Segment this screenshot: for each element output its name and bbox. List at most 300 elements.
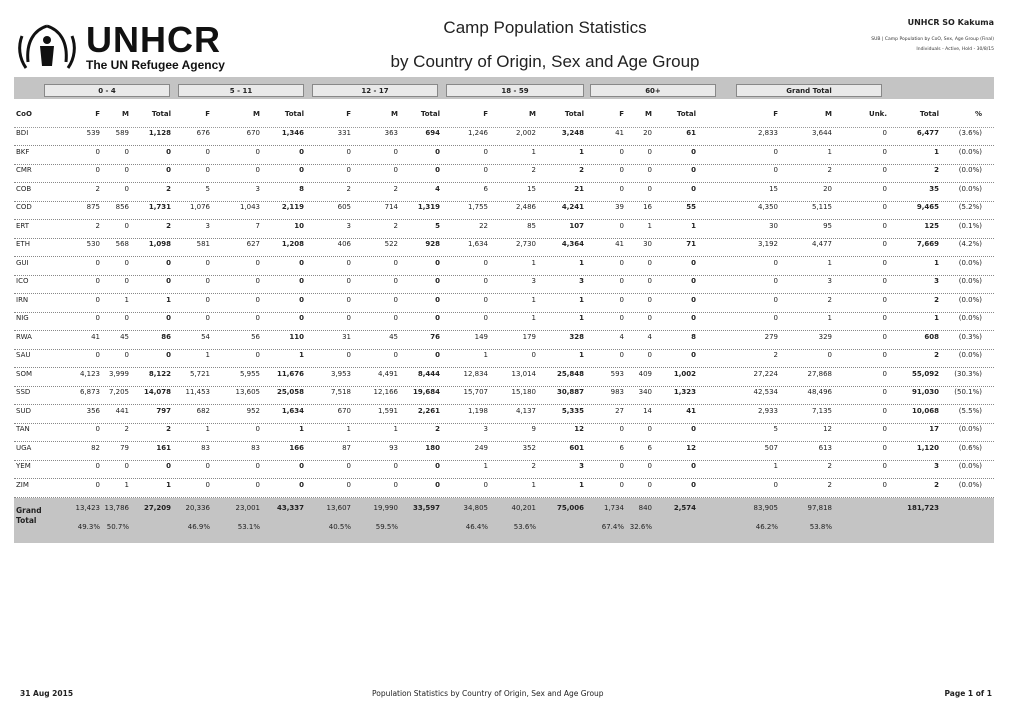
table-cell: 0	[882, 425, 887, 433]
table-cell: 1	[579, 351, 584, 359]
table-cell: 0	[255, 295, 260, 304]
report-meta-1: SUB | Camp Population by CoO, Sex, Age Group (Final)	[871, 37, 994, 42]
table-cell: 86	[161, 332, 171, 341]
table-cell: 0	[619, 221, 624, 230]
table-cell: (0.0%)	[958, 462, 982, 470]
table-cell: 0	[95, 462, 100, 470]
grand-total-value: 19,990	[373, 504, 398, 512]
table-cell: 983	[610, 388, 624, 396]
grand-total-percent: 53.6%	[513, 523, 536, 531]
table-cell: 0	[882, 388, 887, 396]
table-cell: 0	[882, 129, 887, 137]
table-cell: 30	[769, 221, 778, 230]
table-cell: 0	[435, 166, 440, 174]
table-cell: 0	[166, 314, 171, 322]
table-cell: 0	[882, 166, 887, 174]
table-cell: 1	[579, 258, 584, 267]
table-cell: 1,755	[467, 203, 488, 211]
table-cell: 0	[691, 147, 696, 156]
table-cell: 2	[934, 480, 939, 489]
grand-total-value: 840	[638, 504, 652, 512]
table-cell: 13,014	[511, 369, 536, 378]
table-cell: 20	[823, 184, 832, 193]
grand-total-value: 20,336	[185, 504, 210, 512]
table-cell: 1	[299, 351, 304, 359]
table-cell: 279	[764, 332, 778, 341]
table-cell: (0.6%)	[958, 443, 982, 452]
table-cell: 4,364	[561, 240, 584, 248]
table-cell: 0	[255, 277, 260, 285]
table-cell: 0	[255, 480, 260, 489]
table-cell: (0.0%)	[958, 351, 982, 359]
table-cell: 0	[773, 258, 778, 267]
table-cell: 0	[255, 314, 260, 322]
table-cell: 0	[205, 277, 210, 285]
table-cell: 1,043	[239, 203, 260, 211]
table-cell: (0.0%)	[958, 258, 982, 267]
table-cell: 41	[615, 129, 624, 137]
table-cell: 1	[934, 258, 939, 267]
table-cell: 0	[647, 425, 652, 433]
table-cell: 0	[691, 314, 696, 322]
table-cell: 0	[435, 480, 440, 489]
table-cell: 340	[638, 388, 652, 396]
table-cell: 0	[124, 221, 129, 230]
table-cell: 0	[95, 351, 100, 359]
table-cell: 0	[647, 277, 652, 285]
table-cell: 522	[384, 240, 398, 248]
table-cell: 83	[201, 443, 210, 452]
table-cell: 2	[124, 425, 129, 433]
grand-total-value: 83,905	[753, 504, 778, 512]
table-cell: 110	[289, 332, 304, 341]
table-cell: 1,634	[467, 240, 488, 248]
table-row	[14, 146, 994, 165]
table-cell: 0	[95, 314, 100, 322]
table-cell: 682	[196, 406, 210, 415]
table-cell: 180	[425, 443, 440, 452]
table-cell: 249	[474, 443, 488, 452]
table-cell: 1,246	[467, 129, 488, 137]
table-cell: 568	[115, 240, 129, 248]
table-cell: (0.0%)	[958, 277, 982, 285]
grand-total-percent: 50.7%	[106, 523, 129, 531]
table-cell: 0	[882, 221, 887, 230]
table-cell: 0	[882, 295, 887, 304]
table-cell: 76	[430, 332, 440, 341]
table-cell: 2,933	[757, 406, 778, 415]
col-header-f: F	[483, 110, 488, 118]
page-subtitle: by Country of Origin, Sex and Age Group	[390, 52, 700, 71]
table-cell: 608	[924, 332, 939, 341]
table-cell: 0	[483, 258, 488, 267]
table-cell: (0.1%)	[958, 221, 982, 230]
table-cell: 3	[827, 277, 832, 285]
table-cell: 1,634	[281, 406, 304, 415]
table-cell: 27	[615, 406, 624, 415]
table-cell: 45	[120, 332, 129, 341]
table-cell: 0	[255, 425, 260, 433]
grand-total-value: 43,337	[276, 504, 304, 512]
table-cell: 6	[483, 184, 488, 193]
country-code: ZIM	[16, 480, 29, 489]
table-cell: 0	[483, 147, 488, 156]
table-cell: 7,205	[108, 388, 129, 396]
table-cell: 0	[882, 258, 887, 267]
table-cell: 0	[166, 462, 171, 470]
table-cell: 0	[205, 295, 210, 304]
table-cell: 1,319	[417, 203, 440, 211]
table-cell: 2	[934, 295, 939, 304]
table-cell: 0	[882, 147, 887, 156]
table-cell: 1	[579, 314, 584, 322]
table-cell: 1	[299, 425, 304, 433]
col-header-f: F	[205, 110, 210, 118]
table-cell: 2	[934, 166, 939, 174]
grand-total-percent: 32.6%	[629, 523, 652, 531]
grand-total-percent: 46.2%	[755, 523, 778, 531]
table-cell: 0	[166, 351, 171, 359]
table-cell: 14	[643, 406, 652, 415]
table-cell: 2	[393, 184, 398, 193]
table-cell: 1	[531, 295, 536, 304]
table-cell: 22	[479, 221, 488, 230]
table-cell: 0	[882, 406, 887, 415]
table-cell: 1	[205, 425, 210, 433]
table-cell: 21	[574, 184, 584, 193]
table-cell: 0	[346, 295, 351, 304]
country-code: GUI	[16, 258, 29, 267]
table-cell: 0	[205, 147, 210, 156]
table-cell: 0	[619, 462, 624, 470]
grand-total-percent: 46.9%	[187, 523, 210, 531]
table-row	[14, 386, 994, 405]
table-cell: 0	[647, 480, 652, 489]
table-cell: 0	[435, 462, 440, 470]
table-cell: 30	[643, 240, 652, 248]
table-cell: 8	[691, 332, 696, 341]
table-cell: 0	[882, 480, 887, 489]
report-meta-2: Individuals - Active, Hold - 30/8/15	[916, 47, 994, 52]
group-12-17: 12 - 17	[312, 84, 438, 97]
table-cell: 17	[929, 425, 939, 433]
table-cell: 0	[691, 166, 696, 174]
country-code: YEM	[16, 462, 31, 470]
table-cell: 0	[882, 443, 887, 452]
table-cell: 1	[827, 258, 832, 267]
table-cell: 9,465	[916, 203, 939, 211]
table-cell: 0	[124, 314, 129, 322]
table-cell: 4	[619, 332, 624, 341]
table-cell: 714	[384, 203, 398, 211]
table-cell: 7,135	[811, 406, 832, 415]
table-cell: 2	[579, 166, 584, 174]
grand-total-value: 34,805	[463, 504, 488, 512]
office-name: UNHCR SO Kakuma	[907, 18, 994, 27]
table-row	[14, 164, 994, 183]
table-cell: 0	[619, 295, 624, 304]
table-cell: 0	[483, 480, 488, 489]
table-cell: 0	[124, 258, 129, 267]
table-cell: 1	[393, 425, 398, 433]
table-cell: 5,721	[189, 369, 210, 378]
group-0-4: 0 - 4	[44, 84, 170, 97]
table-cell: 797	[156, 406, 171, 415]
table-cell: 0	[435, 258, 440, 267]
table-cell: 3	[483, 425, 488, 433]
col-header-m: M	[645, 110, 652, 118]
table-cell: 20	[643, 129, 652, 137]
table-cell: 0	[346, 462, 351, 470]
country-code: SOM	[16, 369, 32, 378]
table-cell: 2,119	[281, 203, 304, 211]
grand-total-value: 13,423	[75, 504, 100, 512]
table-cell: 1	[691, 221, 696, 230]
table-cell: 1	[124, 295, 129, 304]
table-cell: 409	[638, 369, 652, 378]
table-cell: 0	[346, 480, 351, 489]
table-cell: 10,068	[911, 406, 939, 415]
table-cell: 1	[934, 147, 939, 156]
table-cell: 1,098	[148, 240, 171, 248]
table-cell: 1	[166, 295, 171, 304]
col-header-m: M	[253, 110, 260, 118]
table-row	[14, 331, 994, 350]
table-cell: 0	[619, 147, 624, 156]
table-row	[14, 349, 994, 368]
table-cell: 406	[337, 240, 351, 248]
footer-page: Page 1 of 1	[944, 689, 992, 698]
table-cell: 1,208	[281, 240, 304, 248]
table-cell: 0	[435, 295, 440, 304]
table-cell: 2	[827, 166, 832, 174]
table-cell: 0	[299, 258, 304, 267]
table-cell: 6	[647, 443, 652, 452]
table-cell: (0.0%)	[958, 480, 982, 489]
table-cell: 0	[205, 480, 210, 489]
table-cell: 1	[166, 480, 171, 489]
table-cell: (0.3%)	[958, 332, 982, 341]
table-cell: 0	[124, 462, 129, 470]
table-cell: 627	[246, 240, 260, 248]
table-cell: 45	[389, 332, 398, 341]
table-cell: 1	[579, 147, 584, 156]
table-cell: 0	[299, 147, 304, 156]
table-cell: 0	[435, 277, 440, 285]
table-cell: 1	[773, 462, 778, 470]
table-cell: 1	[531, 314, 536, 322]
table-cell: 14,078	[143, 388, 171, 396]
table-cell: 0	[773, 277, 778, 285]
table-cell: 5	[205, 184, 210, 193]
table-cell: 54	[201, 332, 210, 341]
table-cell: (0.0%)	[958, 166, 982, 174]
table-cell: 1	[579, 295, 584, 304]
table-cell: 0	[166, 258, 171, 267]
table-cell: 0	[619, 351, 624, 359]
country-code: SAU	[16, 351, 31, 359]
table-cell: (30.3%)	[954, 369, 982, 378]
col-header-m: M	[391, 110, 398, 118]
country-code: CMR	[16, 166, 32, 174]
table-cell: 1,731	[148, 203, 171, 211]
table-cell: 0	[619, 480, 624, 489]
table-cell: 12	[823, 425, 832, 433]
table-cell: 952	[246, 406, 260, 415]
table-cell: 329	[818, 332, 832, 341]
table-cell: 0	[166, 166, 171, 174]
table-cell: 0	[619, 425, 624, 433]
table-cell: 4	[647, 332, 652, 341]
table-cell: 83	[251, 443, 260, 452]
footer-title: Population Statistics by Country of Origin, Sex and Age Group	[372, 689, 604, 698]
table-cell: 2	[166, 184, 171, 193]
table-cell: 0	[393, 295, 398, 304]
grand-total-value: 75,006	[556, 504, 584, 512]
table-row	[14, 257, 994, 276]
country-code: RWA	[16, 332, 32, 341]
grand-total-percent: 40.5%	[328, 523, 351, 531]
table-cell: 0	[393, 480, 398, 489]
col-header-f: F	[773, 110, 778, 118]
table-cell: 0	[483, 277, 488, 285]
table-cell: (3.6%)	[958, 129, 982, 137]
table-cell: 928	[425, 240, 440, 248]
table-cell: 4,137	[515, 406, 536, 415]
table-cell: 11,676	[276, 369, 304, 378]
table-cell: 0	[773, 314, 778, 322]
table-cell: 0	[647, 351, 652, 359]
grand-total-percent: 67.4%	[601, 523, 624, 531]
country-code: IRN	[16, 295, 29, 304]
table-cell: 2	[346, 184, 351, 193]
table-cell: 593	[610, 369, 624, 378]
table-cell: 12,834	[463, 369, 488, 378]
table-cell: 1	[346, 425, 351, 433]
table-cell: 0	[166, 277, 171, 285]
table-cell: 0	[95, 295, 100, 304]
table-cell: 41	[91, 332, 100, 341]
grand-total-value: 13,607	[326, 504, 351, 512]
country-code: SSD	[16, 388, 31, 396]
table-cell: 0	[882, 184, 887, 193]
country-code: ICO	[16, 277, 29, 285]
table-cell: 15	[527, 184, 536, 193]
table-cell: 1	[827, 314, 832, 322]
table-cell: 5,115	[811, 203, 832, 211]
table-cell: 3,953	[330, 369, 351, 378]
col-header-total: Total	[676, 110, 696, 118]
country-code: ETH	[16, 240, 30, 248]
unhcr-logo	[14, 16, 234, 76]
table-cell: 4,350	[757, 203, 778, 211]
table-cell: 0	[346, 258, 351, 267]
table-cell: 15,707	[463, 388, 488, 396]
table-row	[14, 405, 994, 424]
table-cell: 3,192	[757, 240, 778, 248]
table-cell: 3,999	[108, 369, 129, 378]
table-cell: 6	[619, 443, 624, 452]
table-cell: 1	[827, 147, 832, 156]
table-cell: 35	[929, 184, 939, 193]
table-cell: 82	[91, 443, 100, 452]
table-cell: 10	[294, 221, 304, 230]
table-cell: 3,644	[811, 129, 832, 137]
table-cell: 2	[827, 462, 832, 470]
table-cell: 0	[205, 166, 210, 174]
col-header-pct: %	[974, 110, 982, 118]
table-cell: 0	[346, 314, 351, 322]
table-cell: 85	[527, 221, 536, 230]
country-code: ERT	[16, 221, 30, 230]
col-header-total: Total	[564, 110, 584, 118]
table-cell: 39	[615, 203, 624, 211]
country-code: NIG	[16, 314, 29, 322]
table-cell: 0	[95, 480, 100, 489]
table-cell: 0	[255, 166, 260, 174]
grand-total-percent: 59.5%	[375, 523, 398, 531]
table-cell: 0	[393, 314, 398, 322]
table-cell: 0	[483, 314, 488, 322]
table-cell: 0	[393, 147, 398, 156]
table-cell: 4,241	[561, 203, 584, 211]
table-cell: 0	[95, 277, 100, 285]
table-cell: 91,030	[911, 388, 939, 396]
table-cell: 0	[773, 480, 778, 489]
country-code: UGA	[16, 443, 32, 452]
grand-total-value: 27,209	[143, 504, 171, 512]
col-header-total: Total	[420, 110, 440, 118]
table-cell: 363	[384, 129, 398, 137]
col-header-total: Total	[151, 110, 171, 118]
table-cell: 2	[435, 425, 440, 433]
table-cell: 1	[124, 480, 129, 489]
table-cell: (0.0%)	[958, 314, 982, 322]
table-cell: (4.2%)	[958, 240, 982, 248]
col-header-m: M	[122, 110, 129, 118]
table-cell: 27,868	[807, 369, 832, 378]
table-cell: 1	[531, 480, 536, 489]
table-cell: 0	[346, 147, 351, 156]
grand-total-value: 2,574	[673, 504, 696, 512]
table-cell: 3	[579, 462, 584, 470]
col-header-f: F	[346, 110, 351, 118]
table-cell: 670	[246, 129, 260, 137]
table-cell: 670	[337, 406, 351, 415]
table-cell: 2	[393, 221, 398, 230]
table-cell: 56	[251, 332, 260, 341]
table-cell: 179	[522, 332, 536, 341]
unhcr-emblem-icon	[14, 16, 80, 76]
grand-total-row	[14, 498, 994, 543]
grand-total-percent: 49.3%	[77, 523, 100, 531]
table-cell: 0	[393, 166, 398, 174]
table-cell: 4,491	[377, 369, 398, 378]
footer-date: 31 Aug 2015	[20, 689, 74, 698]
table-cell: 0	[393, 277, 398, 285]
table-cell: 0	[124, 147, 129, 156]
table-cell: 0	[691, 462, 696, 470]
table-cell: (0.0%)	[958, 295, 982, 304]
table-cell: 0	[691, 425, 696, 433]
table-cell: 41	[615, 240, 624, 248]
table-row	[14, 423, 994, 442]
table-cell: 27,224	[753, 369, 778, 378]
table-row	[14, 442, 994, 461]
table-cell: 12	[686, 443, 696, 452]
table-cell: 0	[95, 258, 100, 267]
table-cell: 0	[647, 462, 652, 470]
